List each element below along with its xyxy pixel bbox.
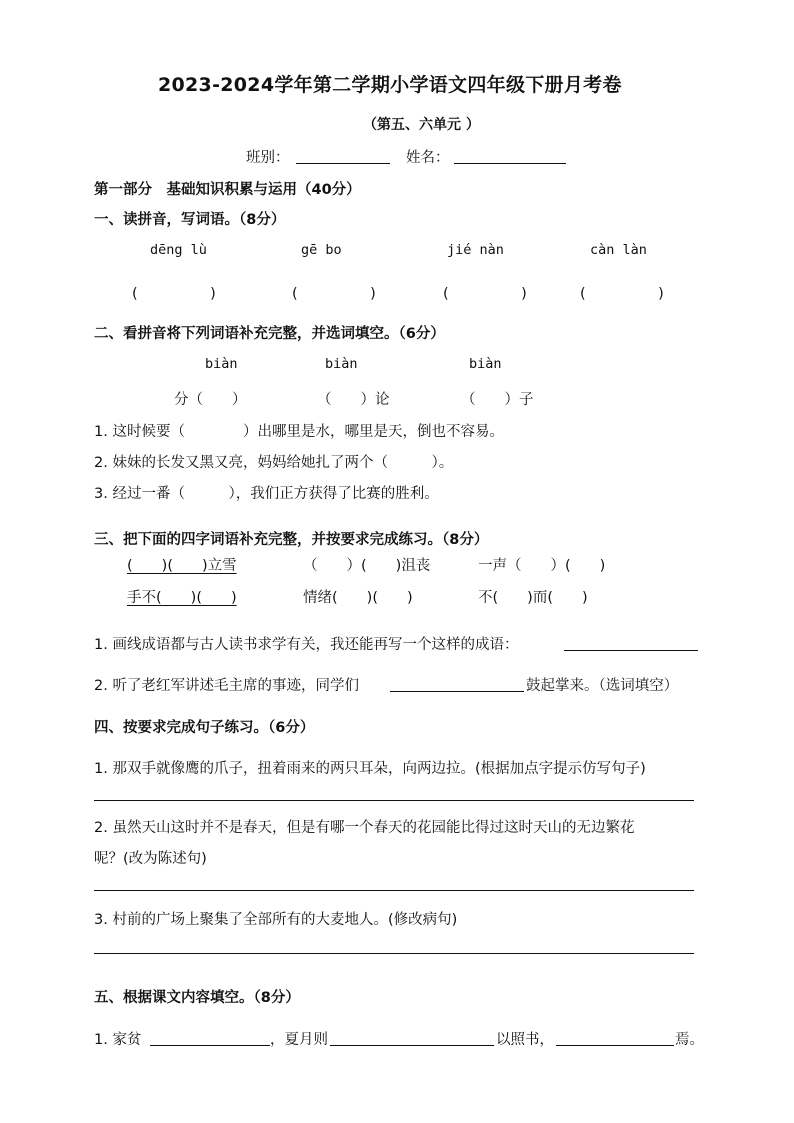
q2-word[interactable]: （ ）论 (317, 392, 390, 408)
q4-item3: 3. 村前的广场上聚集了全部所有的大麦地人。(修改病句) (94, 912, 458, 928)
page-title: 2023-2024学年第二学期小学语文四年级下册月考卷 (158, 74, 622, 96)
q1-answer-bracket[interactable]: ( ) (292, 286, 376, 302)
q5-heading: 五、根据课文内容填空。（8分） (94, 990, 300, 1006)
q1-pinyin: gē bo (301, 242, 342, 258)
q2-item: 3. 经过一番（ ），我们正方获得了比赛的胜利。 (94, 486, 439, 502)
q1-pinyin: dēng lù (150, 242, 207, 258)
name-label: 姓名： (406, 150, 450, 166)
q1-pinyin: càn làn (590, 242, 647, 258)
q1-heading: 一、读拼音，写词语。（8分） (94, 212, 286, 228)
class-field[interactable] (296, 147, 390, 164)
q2-pinyin: biàn (469, 356, 502, 372)
q1-answer-bracket[interactable]: ( ) (443, 286, 527, 302)
class-label: 班别： (246, 150, 290, 166)
q3-item2-suffix: 鼓起掌来。（选词填空） (526, 678, 679, 694)
page-subtitle: （第五、六单元 ） (363, 117, 480, 133)
q2-pinyin: biàn (205, 356, 238, 372)
q3-idiom-underlined[interactable]: 手不( )( ) (127, 590, 237, 606)
q3-idiom[interactable]: （ ）( )沮丧 (303, 558, 431, 574)
q5-item1-mid2: 以照书， (496, 1032, 554, 1048)
q4-item2-answer-line[interactable] (94, 890, 694, 891)
q3-idiom[interactable]: 情绪( )( ) (303, 590, 413, 606)
q4-item1-answer-line[interactable] (94, 800, 694, 801)
part1-heading: 第一部分 基础知识积累与运用（40分） (94, 182, 361, 198)
q1-answer-bracket[interactable]: ( ) (580, 286, 664, 302)
q3-idiom[interactable]: 不( )而( ) (478, 590, 588, 606)
q3-item1: 1. 画线成语都与古人读书求学有关，我还能再写一个这样的成语： (94, 637, 519, 653)
q3-idiom[interactable]: 一声（ ）( ) (478, 558, 606, 574)
q1-answer-bracket[interactable]: ( ) (132, 286, 216, 302)
q4-heading: 四、按要求完成句子练习。（6分） (94, 720, 315, 736)
q5-item1-mid: ，夏月则 (270, 1032, 328, 1048)
q4-item1: 1. 那双手就像鹰的爪子，扭着雨来的两只耳朵，向两边拉。(根据加点字提示仿写句子) (94, 761, 646, 777)
q5-item1-start: 1. 家贫 (94, 1032, 142, 1048)
q3-item1-answer[interactable] (564, 634, 698, 651)
q4-item3-answer-line[interactable] (94, 953, 694, 954)
name-field[interactable] (454, 147, 566, 164)
q2-heading: 二、看拼音将下列词语补充完整，并选词填空。（6分） (94, 326, 445, 342)
q5-blank[interactable] (330, 1029, 494, 1046)
q1-pinyin: jié nàn (447, 242, 504, 258)
q4-item2: 2. 虽然天山这时并不是春天，但是有哪一个春天的花园能比得过这时天山的无边繁花 (94, 820, 635, 836)
q3-item2-answer[interactable] (390, 675, 524, 692)
q2-item: 2. 妹妹的长发又黑又亮，妈妈给她扎了两个（ ）。 (94, 455, 454, 471)
q2-word[interactable]: （ ）子 (461, 392, 534, 408)
q4-item2-cont: 呢？(改为陈述句) (94, 851, 207, 867)
q5-item1-end: 焉。 (675, 1032, 704, 1048)
q3-item2: 2. 听了老红军讲述毛主席的事迹，同学们 (94, 678, 359, 694)
q2-item: 1. 这时候要（ ）出哪里是水，哪里是天，倒也不容易。 (94, 424, 504, 440)
q3-idiom-underlined[interactable]: ( )( )立雪 (127, 558, 237, 574)
q2-word[interactable]: 分（ ） (174, 392, 247, 408)
q3-heading: 三、把下面的四字词语补充完整，并按要求完成练习。（8分） (94, 532, 489, 548)
q5-blank[interactable] (556, 1029, 674, 1046)
q5-blank[interactable] (150, 1029, 270, 1046)
q2-pinyin: biàn (325, 356, 358, 372)
